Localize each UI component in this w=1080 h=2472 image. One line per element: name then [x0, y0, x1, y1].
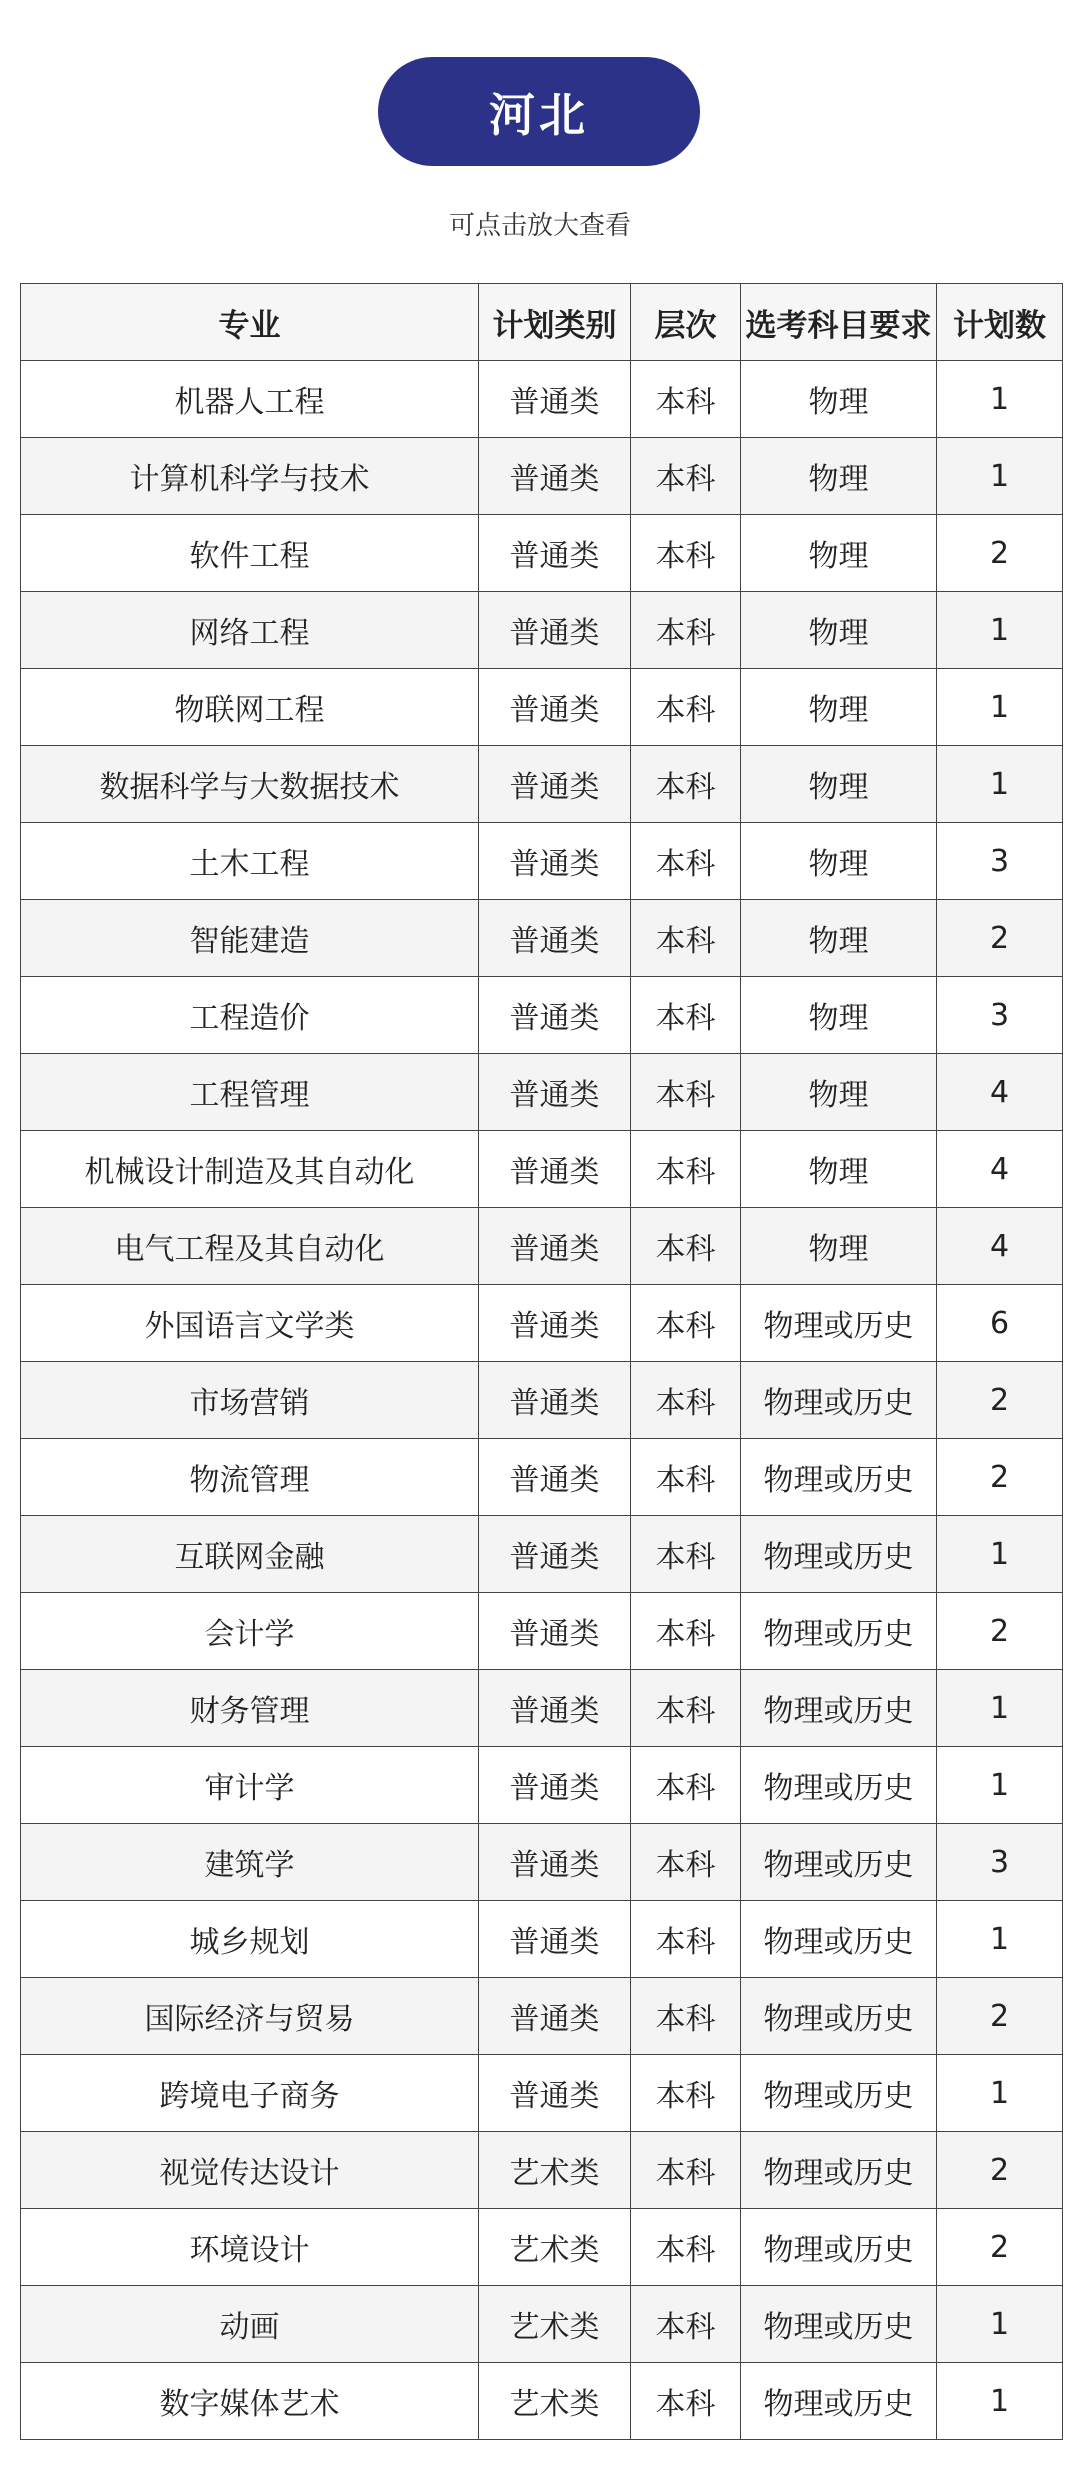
cell-subject-requirement: 物理或历史: [741, 2363, 937, 2440]
cell-plan-count: 4: [937, 1131, 1063, 1208]
cell-subject-requirement: 物理: [741, 361, 937, 438]
cell-subject-requirement: 物理: [741, 746, 937, 823]
cell-level: 本科: [631, 1439, 741, 1516]
cell-major: 软件工程: [21, 515, 479, 592]
table-row: [21, 2286, 1063, 2363]
cell-subject-requirement: 物理或历史: [741, 1901, 937, 1978]
cell-subject-requirement: 物理: [741, 977, 937, 1054]
cell-level: 本科: [631, 361, 741, 438]
cell-plan-category: 普通类: [479, 977, 631, 1054]
table-row: [21, 1516, 1063, 1593]
table-row: [21, 1131, 1063, 1208]
cell-subject-requirement: 物理或历史: [741, 1516, 937, 1593]
cell-subject-requirement: 物理: [741, 823, 937, 900]
cell-plan-category: 普通类: [479, 1824, 631, 1901]
cell-level: 本科: [631, 1285, 741, 1362]
table-row: [21, 1054, 1063, 1131]
cell-plan-count: 1: [937, 1901, 1063, 1978]
cell-plan-count: 1: [937, 669, 1063, 746]
cell-plan-category: 普通类: [479, 2055, 631, 2132]
cell-level: 本科: [631, 2055, 741, 2132]
cell-plan-count: 3: [937, 1824, 1063, 1901]
cell-major: 网络工程: [21, 592, 479, 669]
province-title: 河北: [489, 87, 589, 142]
cell-subject-requirement: 物理: [741, 1054, 937, 1131]
cell-subject-requirement: 物理或历史: [741, 1362, 937, 1439]
cell-major: 环境设计: [21, 2209, 479, 2286]
cell-plan-category: 普通类: [479, 515, 631, 592]
cell-level: 本科: [631, 1747, 741, 1824]
cell-plan-category: 普通类: [479, 361, 631, 438]
cell-major: 机器人工程: [21, 361, 479, 438]
cell-plan-count: 1: [937, 2363, 1063, 2440]
table-row: [21, 515, 1063, 592]
cell-level: 本科: [631, 438, 741, 515]
cell-plan-count: 1: [937, 2055, 1063, 2132]
cell-level: 本科: [631, 669, 741, 746]
cell-major: 物联网工程: [21, 669, 479, 746]
cell-subject-requirement: 物理或历史: [741, 2209, 937, 2286]
cell-plan-count: 1: [937, 438, 1063, 515]
cell-plan-category: 普通类: [479, 1901, 631, 1978]
cell-plan-category: 普通类: [479, 592, 631, 669]
table-row: [21, 1439, 1063, 1516]
cell-major: 智能建造: [21, 900, 479, 977]
province-title-badge: [378, 57, 700, 166]
cell-plan-category: 普通类: [479, 1131, 631, 1208]
cell-plan-count: 1: [937, 746, 1063, 823]
cell-major: 工程造价: [21, 977, 479, 1054]
column-header-level: 层次: [631, 284, 741, 361]
table-row: [21, 1670, 1063, 1747]
cell-level: 本科: [631, 2132, 741, 2209]
cell-major: 会计学: [21, 1593, 479, 1670]
table-row: [21, 900, 1063, 977]
table-row: [21, 1285, 1063, 1362]
cell-subject-requirement: 物理或历史: [741, 1593, 937, 1670]
cell-subject-requirement: 物理: [741, 669, 937, 746]
cell-plan-category: 普通类: [479, 1208, 631, 1285]
cell-level: 本科: [631, 1516, 741, 1593]
cell-level: 本科: [631, 1054, 741, 1131]
cell-major: 数据科学与大数据技术: [21, 746, 479, 823]
cell-level: 本科: [631, 1131, 741, 1208]
cell-plan-count: 2: [937, 1439, 1063, 1516]
cell-plan-count: 2: [937, 1362, 1063, 1439]
cell-subject-requirement: 物理: [741, 1131, 937, 1208]
cell-plan-count: 1: [937, 1670, 1063, 1747]
cell-plan-category: 普通类: [479, 1439, 631, 1516]
table-row: [21, 977, 1063, 1054]
table-row: [21, 2363, 1063, 2440]
cell-major: 计算机科学与技术: [21, 438, 479, 515]
cell-major: 财务管理: [21, 1670, 479, 1747]
cell-level: 本科: [631, 1593, 741, 1670]
cell-plan-count: 2: [937, 2209, 1063, 2286]
cell-subject-requirement: 物理或历史: [741, 1978, 937, 2055]
table-body: [21, 361, 1063, 2440]
cell-plan-count: 3: [937, 977, 1063, 1054]
cell-plan-count: 1: [937, 1747, 1063, 1824]
cell-major: 视觉传达设计: [21, 2132, 479, 2209]
cell-subject-requirement: 物理或历史: [741, 1747, 937, 1824]
cell-major: 动画: [21, 2286, 479, 2363]
cell-level: 本科: [631, 2363, 741, 2440]
cell-plan-count: 1: [937, 1516, 1063, 1593]
cell-plan-category: 普通类: [479, 1670, 631, 1747]
cell-plan-category: 普通类: [479, 1362, 631, 1439]
cell-level: 本科: [631, 2286, 741, 2363]
cell-level: 本科: [631, 1978, 741, 2055]
table-row: [21, 1978, 1063, 2055]
cell-subject-requirement: 物理或历史: [741, 1824, 937, 1901]
cell-major: 城乡规划: [21, 1901, 479, 1978]
cell-major: 物流管理: [21, 1439, 479, 1516]
cell-plan-count: 4: [937, 1208, 1063, 1285]
cell-plan-count: 2: [937, 1978, 1063, 2055]
column-header-plan-category: 计划类别: [479, 284, 631, 361]
cell-plan-count: 6: [937, 1285, 1063, 1362]
cell-major: 跨境电子商务: [21, 2055, 479, 2132]
cell-plan-count: 1: [937, 2286, 1063, 2363]
cell-major: 数字媒体艺术: [21, 2363, 479, 2440]
cell-plan-count: 2: [937, 515, 1063, 592]
cell-plan-count: 2: [937, 1593, 1063, 1670]
cell-plan-count: 4: [937, 1054, 1063, 1131]
cell-level: 本科: [631, 2209, 741, 2286]
cell-major: 国际经济与贸易: [21, 1978, 479, 2055]
enrollment-plan-table: [20, 283, 1063, 2440]
cell-plan-count: 2: [937, 900, 1063, 977]
table-row: [21, 823, 1063, 900]
cell-subject-requirement: 物理或历史: [741, 1670, 937, 1747]
cell-subject-requirement: 物理或历史: [741, 2055, 937, 2132]
cell-plan-category: 普通类: [479, 1747, 631, 1824]
cell-plan-category: 普通类: [479, 438, 631, 515]
cell-major: 土木工程: [21, 823, 479, 900]
column-header-subject-requirement: 选考科目要求: [741, 284, 937, 361]
cell-subject-requirement: 物理或历史: [741, 1285, 937, 1362]
table-row: [21, 1593, 1063, 1670]
cell-level: 本科: [631, 746, 741, 823]
cell-level: 本科: [631, 1824, 741, 1901]
cell-level: 本科: [631, 900, 741, 977]
cell-subject-requirement: 物理: [741, 1208, 937, 1285]
cell-plan-category: 普通类: [479, 823, 631, 900]
table-row: [21, 592, 1063, 669]
table-row: [21, 669, 1063, 746]
cell-major: 工程管理: [21, 1054, 479, 1131]
cell-plan-count: 3: [937, 823, 1063, 900]
cell-plan-category: 普通类: [479, 1978, 631, 2055]
table-row: [21, 1362, 1063, 1439]
table-row: [21, 361, 1063, 438]
cell-major: 互联网金融: [21, 1516, 479, 1593]
table-row: [21, 2209, 1063, 2286]
table-row: [21, 746, 1063, 823]
cell-level: 本科: [631, 977, 741, 1054]
cell-subject-requirement: 物理或历史: [741, 2132, 937, 2209]
table-row: [21, 1824, 1063, 1901]
zoom-hint: 可点击放大查看: [448, 211, 631, 241]
cell-major: 电气工程及其自动化: [21, 1208, 479, 1285]
column-header-plan-count: 计划数: [937, 284, 1063, 361]
cell-plan-count: 1: [937, 361, 1063, 438]
cell-subject-requirement: 物理: [741, 900, 937, 977]
cell-plan-count: 1: [937, 592, 1063, 669]
cell-plan-category: 普通类: [479, 746, 631, 823]
cell-plan-category: 普通类: [479, 669, 631, 746]
cell-subject-requirement: 物理: [741, 438, 937, 515]
cell-major: 审计学: [21, 1747, 479, 1824]
cell-plan-category: 艺术类: [479, 2209, 631, 2286]
cell-level: 本科: [631, 1901, 741, 1978]
cell-plan-category: 普通类: [479, 900, 631, 977]
table-row: [21, 2055, 1063, 2132]
cell-major: 外国语言文学类: [21, 1285, 479, 1362]
table-row: [21, 1208, 1063, 1285]
cell-subject-requirement: 物理: [741, 515, 937, 592]
cell-level: 本科: [631, 592, 741, 669]
table-row: [21, 438, 1063, 515]
cell-subject-requirement: 物理: [741, 592, 937, 669]
cell-subject-requirement: 物理或历史: [741, 2286, 937, 2363]
cell-plan-category: 普通类: [479, 1054, 631, 1131]
cell-level: 本科: [631, 515, 741, 592]
cell-level: 本科: [631, 1362, 741, 1439]
cell-plan-category: 艺术类: [479, 2363, 631, 2440]
cell-plan-category: 普通类: [479, 1516, 631, 1593]
table-header-row: [21, 284, 1063, 361]
cell-plan-count: 2: [937, 2132, 1063, 2209]
cell-plan-category: 艺术类: [479, 2286, 631, 2363]
table-row: [21, 1901, 1063, 1978]
column-header-major: 专业: [21, 284, 479, 361]
cell-plan-category: 普通类: [479, 1593, 631, 1670]
cell-plan-category: 艺术类: [479, 2132, 631, 2209]
cell-level: 本科: [631, 823, 741, 900]
table-row: [21, 2132, 1063, 2209]
cell-level: 本科: [631, 1208, 741, 1285]
cell-major: 建筑学: [21, 1824, 479, 1901]
cell-level: 本科: [631, 1670, 741, 1747]
cell-major: 市场营销: [21, 1362, 479, 1439]
cell-plan-category: 普通类: [479, 1285, 631, 1362]
table-row: [21, 1747, 1063, 1824]
cell-subject-requirement: 物理或历史: [741, 1439, 937, 1516]
cell-major: 机械设计制造及其自动化: [21, 1131, 479, 1208]
